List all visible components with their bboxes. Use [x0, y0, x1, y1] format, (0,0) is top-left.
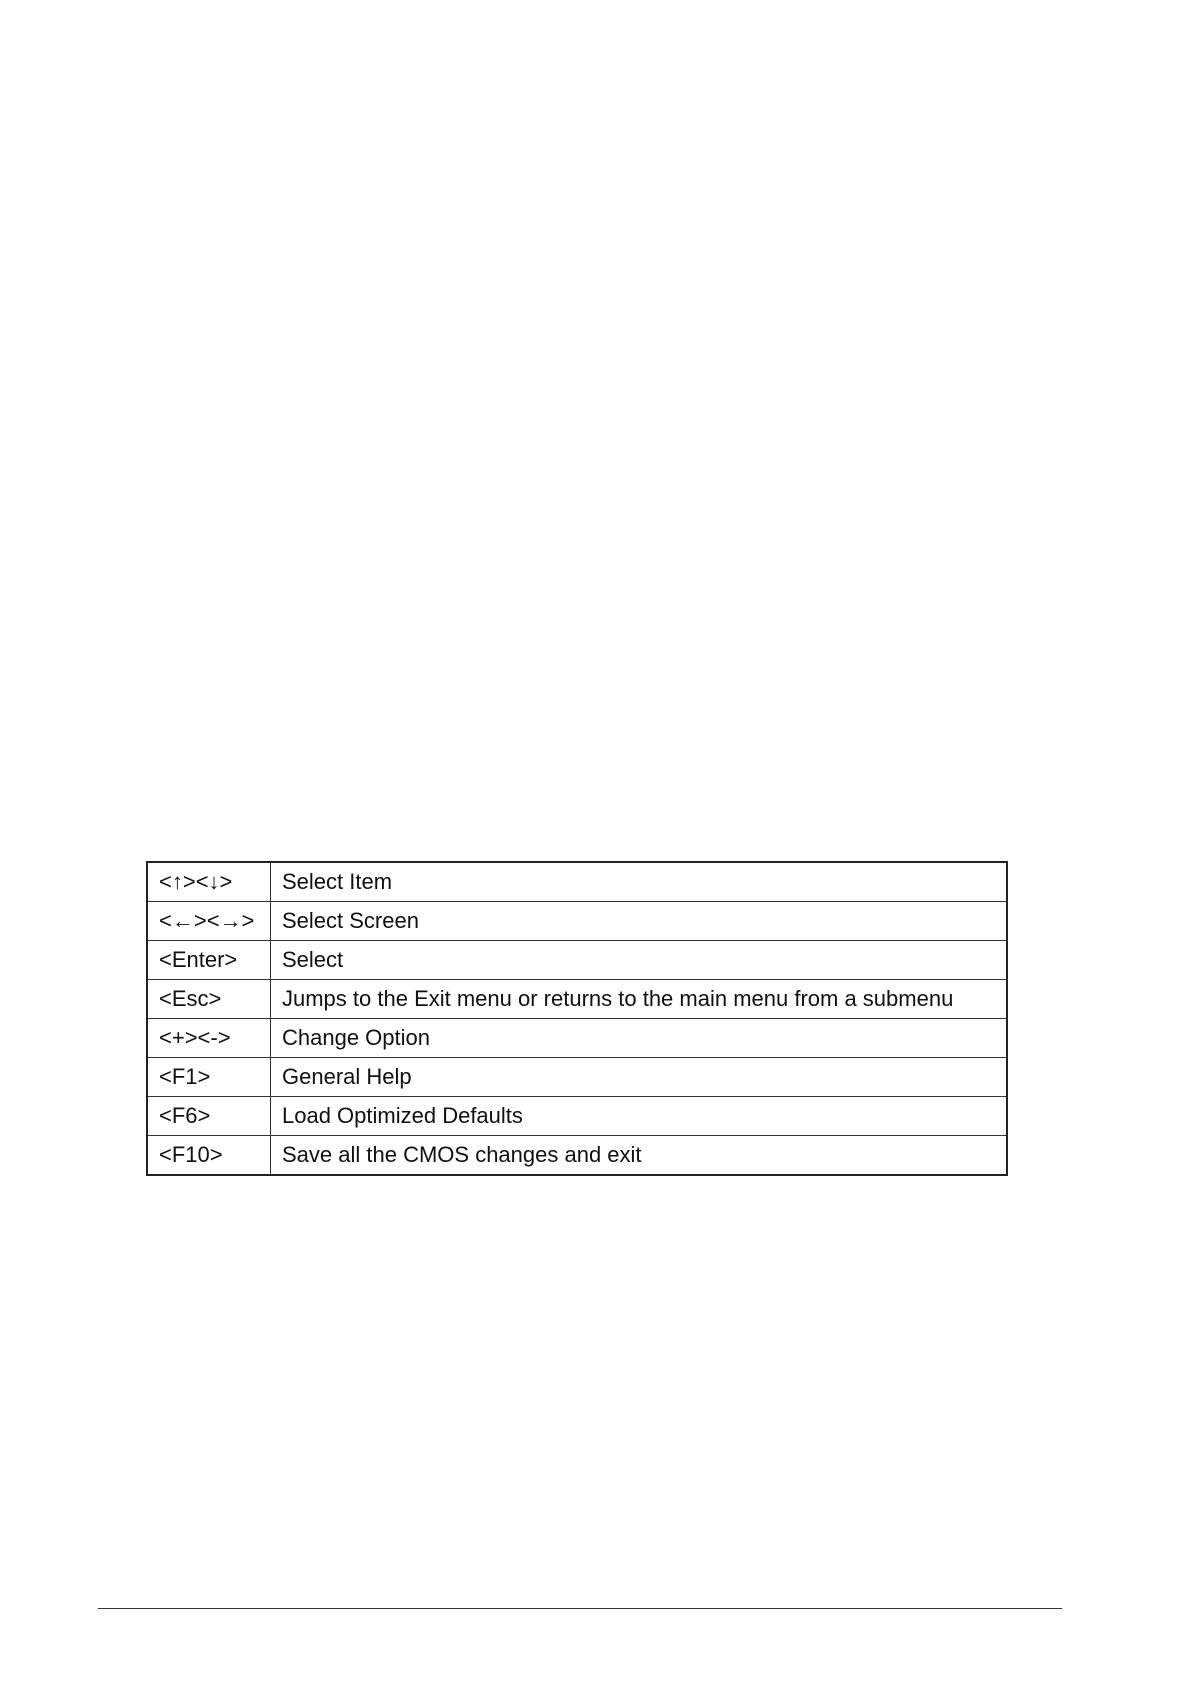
- action-cell: General Help: [271, 1058, 1008, 1097]
- key-cell: <↑><↓>: [147, 862, 271, 902]
- action-cell: Jumps to the Exit menu or returns to the main menu from a submenu: [271, 980, 1008, 1019]
- key-cell: <F10>: [147, 1136, 271, 1176]
- table-row: [147, 1058, 1007, 1097]
- key-cell: <+><->: [147, 1019, 271, 1058]
- table-row: [147, 1019, 1007, 1058]
- table-row: [147, 1097, 1007, 1136]
- table-row: [147, 1136, 1007, 1176]
- key-cell: <F6>: [147, 1097, 271, 1136]
- table-row: [147, 902, 1007, 941]
- key-cell: <Enter>: [147, 941, 271, 980]
- table-row: [147, 862, 1007, 902]
- action-cell: Select: [271, 941, 1008, 980]
- key-cell: <F1>: [147, 1058, 271, 1097]
- table-row: [147, 980, 1007, 1019]
- key-legend-table: [146, 861, 1008, 1176]
- key-cell: <Esc>: [147, 980, 271, 1019]
- action-cell: Load Optimized Defaults: [271, 1097, 1008, 1136]
- action-cell: Change Option: [271, 1019, 1008, 1058]
- key-cell: <←><→>: [147, 902, 271, 941]
- action-cell: Save all the CMOS changes and exit: [271, 1136, 1008, 1176]
- footer-divider: [98, 1608, 1062, 1609]
- action-cell: Select Item: [271, 862, 1008, 902]
- table-row: [147, 941, 1007, 980]
- action-cell: Select Screen: [271, 902, 1008, 941]
